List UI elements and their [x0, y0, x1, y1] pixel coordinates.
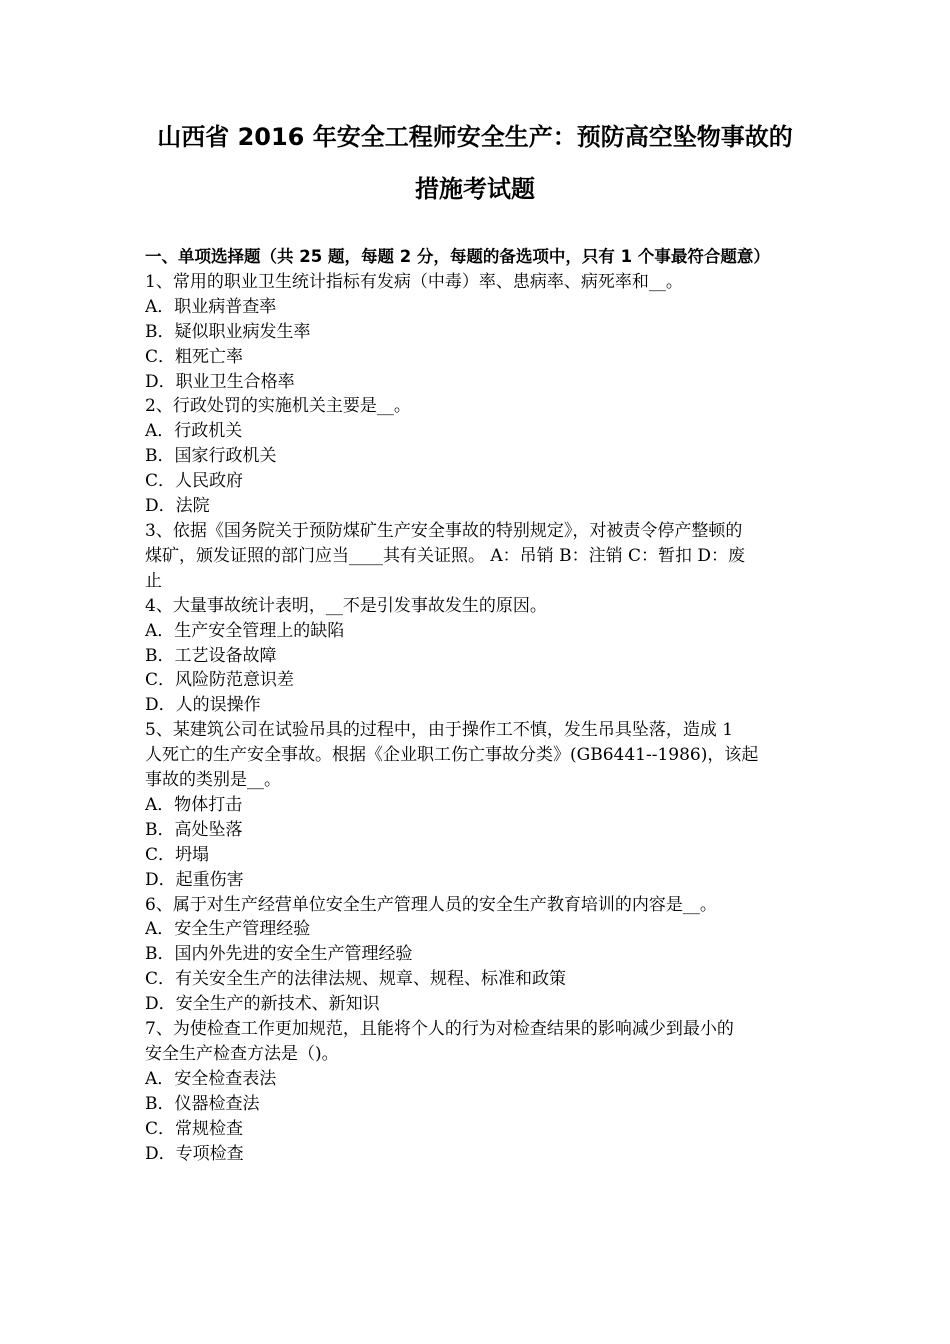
answer-option: D．专项检查: [145, 1143, 244, 1164]
question-item: [145, 594, 809, 719]
answer-option: C．人民政府: [145, 471, 244, 492]
answer-option: C．坍塌: [145, 844, 210, 865]
question-item: [145, 718, 809, 892]
question-text-line: 4、大量事故统计表明，__不是引发事故发生的原因。: [145, 595, 547, 616]
question-text-line: 5、某建筑公司在试验吊具的过程中，由于操作工不慎，发生吊具坠落，造成 1: [145, 720, 734, 741]
answer-option: A．职业病普查率: [145, 296, 277, 317]
question-text-line: 事故的类别是__。: [145, 770, 281, 791]
question-item: [145, 519, 809, 594]
question-item: [145, 394, 809, 519]
question-list: [145, 245, 809, 1167]
answer-option: D．起重伤害: [145, 869, 244, 890]
answer-option: D．法院: [145, 496, 210, 517]
questions-container: [145, 270, 809, 1167]
question-text-line: 7、为使检查工作更加规范，且能将个人的行为对检查结果的影响减少到最小的: [145, 1019, 734, 1040]
title-line-1: 山西省 2016 年安全工程师安全生产：预防高空坠物事故的: [157, 123, 793, 151]
answer-option: A．物体打击: [145, 794, 243, 815]
question-text-line: 煤矿，颁发证照的部门应当____其有关证照。 A：吊销 B：注销 C：暂扣 D：废: [145, 545, 746, 566]
answer-option: B．国内外先进的安全生产管理经验: [145, 944, 413, 965]
answer-option: A．行政机关: [145, 421, 243, 442]
title-line-2: 措施考试题: [415, 175, 535, 203]
answer-option: A．安全生产管理经验: [145, 919, 311, 940]
question-text-line: 1、常用的职业卫生统计指标有发病（中毒）率、患病率、病死率和__。: [145, 271, 683, 292]
answer-option: C．有关安全生产的法律法规、规章、规程、标准和政策: [145, 969, 567, 990]
question-text-line: 止: [145, 570, 162, 591]
question-text-line: 2、行政处罚的实施机关主要是__。: [145, 396, 411, 417]
question-text-line: 6、属于对生产经营单位安全生产管理人员的安全生产教育培训的内容是__。: [145, 894, 717, 915]
question-item: [145, 1017, 809, 1166]
answer-option: B．国家行政机关: [145, 446, 277, 467]
question-item: [145, 270, 809, 395]
question-item: [145, 893, 809, 1018]
answer-option: C．常规检查: [145, 1118, 244, 1139]
answer-option: B．高处坠落: [145, 819, 243, 840]
question-text-line: 3、依据《国务院关于预防煤矿生产安全事故的特别规定》，对被责令停产整顿的: [145, 520, 743, 541]
question-text-line: 人死亡的生产安全事故。根据《企业职工伤亡事故分类》(GB6441--1986)，该起: [145, 745, 759, 766]
answer-option: A．安全检查表法: [145, 1068, 277, 1089]
document-title: [100, 112, 850, 214]
answer-option: C．粗死亡率: [145, 346, 244, 367]
answer-option: D．人的误操作: [145, 695, 261, 716]
answer-option: D．安全生产的新技术、新知识: [145, 994, 380, 1015]
answer-option: B．工艺设备故障: [145, 645, 277, 666]
answer-option: D．职业卫生合格率: [145, 371, 295, 392]
section-heading: 一、单项选择题（共 25 题，每题 2 分，每题的备选项中，只有 1 个事最符合题意）: [145, 247, 770, 266]
answer-option: C．风险防范意识差: [145, 670, 295, 691]
answer-option: B．疑似职业病发生率: [145, 321, 311, 342]
question-text-line: 安全生产检查方法是（)。: [145, 1044, 339, 1064]
answer-option: A．生产安全管理上的缺陷: [145, 620, 345, 641]
answer-option: B．仪器检查法: [145, 1093, 260, 1114]
